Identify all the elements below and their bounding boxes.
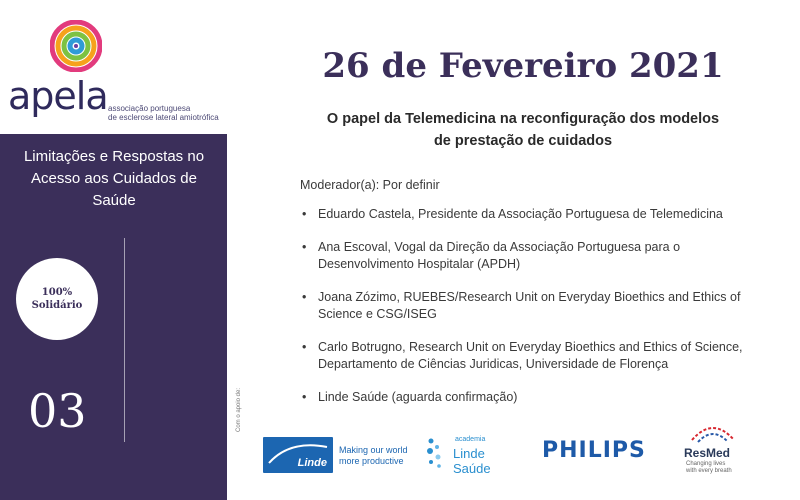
speaker-list bbox=[302, 206, 772, 422]
flower-logo-icon bbox=[50, 20, 102, 72]
speaker-text: Joana Zózimo, RUEBES/Research Unit on Everyday Bioethics and Ethics of Science e CSG/ISEG bbox=[318, 290, 741, 321]
moderator-text: Moderador(a): Por definir bbox=[300, 178, 440, 192]
logo-subtitle-line1: associação portuguesa bbox=[108, 104, 191, 113]
bullet-icon: • bbox=[302, 207, 307, 221]
logo-subtitle bbox=[108, 104, 228, 122]
resmed-logo bbox=[684, 420, 744, 480]
dots-icon bbox=[425, 433, 445, 473]
sidebar-title: Limitações e Respostas no Acesso aos Cuidados de Saúde bbox=[23, 148, 205, 209]
linde-tagline bbox=[339, 445, 408, 467]
support-caption: Com o apoio de: bbox=[236, 387, 242, 432]
badge-percent: 100% bbox=[41, 287, 73, 298]
resmed-arc-icon bbox=[688, 420, 738, 444]
linde-saude-label: Linde Saúde bbox=[453, 446, 491, 476]
academia-linde-saude-logo bbox=[425, 433, 525, 476]
bullet-icon: • bbox=[302, 390, 307, 404]
session-number: 03 bbox=[28, 384, 87, 438]
linde-logo bbox=[263, 437, 333, 473]
bullet-icon: • bbox=[302, 290, 307, 304]
sidebar-panel bbox=[0, 134, 227, 500]
philips-logo: PHILIPS bbox=[542, 438, 646, 463]
list-item bbox=[302, 239, 772, 273]
logo-wordmark: apela bbox=[8, 74, 108, 118]
resmed-tagline-line2: with every breath bbox=[686, 468, 732, 474]
bullet-icon: • bbox=[302, 340, 307, 354]
apela-logo bbox=[0, 0, 227, 132]
list-item bbox=[302, 289, 772, 323]
list-item bbox=[302, 339, 772, 373]
academia-label: academia bbox=[455, 436, 486, 443]
resmed-tagline-line1: Changing lives bbox=[686, 461, 726, 467]
linde-wordmark: Linde bbox=[297, 457, 327, 469]
speaker-text: Ana Escoval, Vogal da Direção da Associação Portuguesa para o Desenvolvimento Hospitalar (APDH) bbox=[318, 240, 681, 271]
sidebar-divider bbox=[124, 238, 125, 442]
linde-tagline-line2: more productive bbox=[339, 456, 404, 466]
resmed-tagline bbox=[686, 461, 732, 475]
logo-subtitle-line2: de esclerose lateral amiotrófica bbox=[108, 113, 219, 122]
linde-tagline-line1: Making our world bbox=[339, 445, 408, 455]
speaker-text: Linde Saúde (aguarda confirmação) bbox=[318, 390, 518, 404]
resmed-wordmark: ResMed bbox=[684, 446, 731, 460]
badge-label: Solidário bbox=[31, 300, 83, 311]
bullet-icon: • bbox=[302, 240, 307, 254]
list-item bbox=[302, 206, 772, 223]
solidario-badge bbox=[16, 258, 98, 340]
event-date: 26 de Fevereiro 2021 bbox=[322, 46, 724, 86]
session-title-line2: de prestação de cuidados bbox=[433, 133, 613, 149]
session-title-line1: O papel da Telemedicina na reconfiguração dos modelos bbox=[326, 111, 720, 127]
session-title bbox=[300, 108, 746, 152]
speaker-text: Carlo Botrugno, Research Unit on Everyday Bioethics and Ethics of Science, Departamento de Ciências Juridicas, Universidade de Florença bbox=[318, 340, 743, 371]
speaker-text: Eduardo Castela, Presidente da Associação Portuguesa de Telemedicina bbox=[318, 207, 723, 221]
list-item bbox=[302, 389, 772, 406]
